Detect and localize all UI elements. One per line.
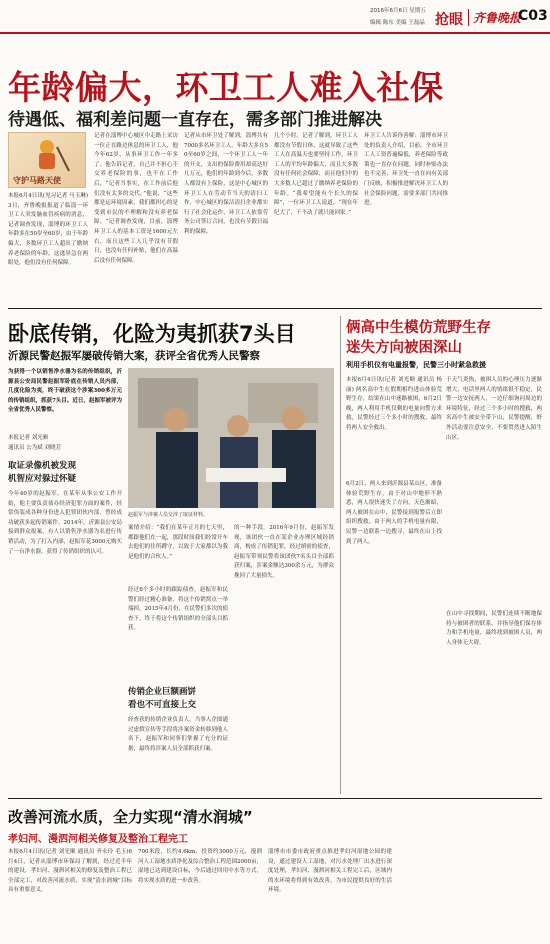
story2-subhead-2: 传销企业巨额画饼 看也不可直接上交 (128, 687, 197, 710)
top-story-col-1: 本报6月4日讯(见习记者 马玉琳) 3日，齐鲁晚报报道了临淄一环卫工人突发脑血管疾病的消息，记者调查发现，淄博的环卫工人年龄多在50岁至60岁，由于年龄偏大，多数环卫工人超出了缴纳养老保险的年龄，这逃异急在两眼处，他们没有任何保障。 (8, 193, 88, 267)
masthead-date: 2016年6月6日 星期五 (370, 8, 426, 14)
story2-body-3: 经过6个多小时的跟踪侦查，赵振军和民警们经过精心准备，将这个传销窝点一举端掉，2015年4月份，在民警们多次的侦查下，终于将这个传销组织的全部头目抓获。 (128, 587, 228, 632)
top-story-logo (8, 132, 86, 188)
mid-rule (8, 798, 542, 799)
masthead (0, 0, 550, 40)
masthead-editors: 编辑 陈东 美编 王磊晶 (370, 20, 425, 26)
top-story-title: 年龄偏大，环卫工人难入社保 (8, 68, 444, 107)
story4-subtitle: 孝妇河、漫泗河相关修复及整治工程完工 (8, 834, 188, 845)
top-story-col-3: 记者从市环卫处了解到，淄博共有7000多名环卫工人，年龄大多在50至60岁之间，一个环卫工人一年的开支，支出的保险费用却高达好几万元，他们的年龄到今后，多数人都没有上保险，这是中心城区的环卫工人在劳动节当天的清扫工作，中心城区的保洁清扫企业都实行了社会化运作，环卫工人依靠劳务公司签订合同，也没有节假日福利的保障。 (184, 133, 268, 235)
story3-title: 俩高中生模仿荒野生存 迷失方向被困深山 (346, 320, 491, 356)
top-story-col-6 (454, 132, 540, 304)
story4-col-3: 淄博市市委市政府重点推进孝妇河湿地公园的建设，通过建设人工湿地，对污水处理厂出水进行深度处理，孝妇河、漫泗河相关工程完工后，区域内的水环境将得到有效改善，为市民提供良好的生活环境。 (268, 849, 392, 894)
story2-byline: 本报记者 刘光顺 通讯员 公为斌 刘晓芳 (8, 435, 61, 451)
story4-col-2: 700米段，长约4.6km，投资约3000万元，漫泗河人工湿地水质净化及综合整治工程范围2000亩，湿地已达到建设目标，今后通过回用中水等方式，将实现水质的进一步改善。 (138, 849, 262, 884)
police-photo-icon (128, 368, 334, 508)
story2-photo-caption: 赵振军与涉案人员交涉了取证材料。 (128, 512, 209, 518)
top-story-col-2: 记者在淄博中心城区中走路上采访一位正在路边休息的环卫工人，他今年62岁，从事环卫工作一年多了。他告诉记者，自己并不担心不交养老保险的事，也不在工作后，“记者当事实，在工作前后他们没有太多的交代。”他说，“这些都是运环境因素，我们都担心的是受到市民的不理解和没有养老保障。“记者调查发现，目前，淄博环卫工人的基本工资是1600元左右，而且这些工人几乎没有节假日，也没有任何补贴，他们在高温后没有任何保障。 (94, 133, 178, 264)
top-story-col-4: 几个小时。记者了解到，环卫工人都没有节假日休，这就导致了这些工人在高温天也要坚持工作，环卫工人的平均年龄偏大，而且大多数没有任何社会保障，而且他们中的大多数人已超过了缴纳养老保险的年龄。“我希望能有个长久的保障”，一位环卫工人说道，“现在年纪大了，干不动了就只能回家。” (274, 133, 358, 216)
cleaner-illustration-icon (9, 133, 87, 173)
masthead-rule (0, 32, 550, 34)
page-number: C03 (518, 8, 548, 24)
story3-body-3: 于天气炎热，被困人员的心理压力逐渐增大，电话里两人的情绪很不稳定，民警一边安抚两人，一边仔细询问周边的环境特征，经过三个多小时的搜救，两名高中生被安全带下山，民警提醒，野外活动要注意安全，不要贸然进入陌生山区。 (446, 377, 542, 441)
section-divider (468, 9, 469, 26)
top-story-col-5: 环卫工人告诉你善解：淄博市环卫处的负责人介绍，目前，全市环卫工人工资普遍偏低，养老保险等政策也一直存在问题，同时补贴办法也不完善，环卫处一直在向有关部门反映，积极推进解决环卫工人的社会保险问题，需要多部门共同推进。 (364, 133, 448, 207)
story2-body-1: 今年40岁的赵振军，在某年从事公安工作开始，他主要负责侦办经济犯罪方面的案件，经常伪装成各种身份进入犯罪团伙内部，曾经成功破获多起传销案件。2014年，沂源县公安局接到群众报案，有人以销售净水器为名进行传销活动，为了打入内部，赵振军花3000元购买了一台净水器，获得了传销组织的认可。 (8, 491, 122, 555)
story4-title: 改善河流水质，全力实现“清水润城” (8, 808, 253, 826)
story2-title: 卧底传销，化险为夷抓获7头目 (8, 322, 296, 346)
story3-body-2: 6月2日，两人来到沂源县某山区，准备体验荒野生存，由于对山中地形不熟悉，两人很快迷失了方向，天色渐暗，两人被困在山中，民警接到报警后立即组织搜救，由于两人的手机电量有限，民警一边联系一边搜寻，最终在山上找到了两人。 (346, 481, 442, 545)
story3-body-1: 本报6月4日讯(记者 刘光顺 通讯员 杨丽) 两名高中生在假期相约进山体验荒野生存，结果在山中迷路被困，6月2日晚，两人利用手机仅剩的电量向警方求救，民警经过三个多小时的搜救，最终将两人安全救出。 (346, 377, 442, 431)
story3-subtitle: 利用手机仪有电量报警，民警三小时紧急救援 (346, 361, 486, 369)
column-divider (340, 316, 341, 794)
paper-logo: 齐鲁晚报 (473, 11, 522, 25)
story2-body-4: 经查获的传销企业负责人，当事人企图通过虚假宣传等手段将涉案资金转移到他人名下，赵振军和同事们掌握了充分的证据，最终将涉案人员全部抓获归案。 (128, 717, 228, 752)
story2-subtitle: 沂源民警赵振军屡破传销大案，获评全省优秀人民警察 (8, 350, 260, 362)
logo-text: 守护马路天使 (13, 176, 61, 185)
story2-lede: 为获得一个以销售净水器为名的传销组织，沂源县公安局民警赵振军卧底在传销人员内部，几度化险为夷，终于破获这个涉案300多万元的传销组织，抓获7头目。近日，赵振军被评为全省优秀人民警察。 (8, 369, 122, 414)
story4-col-4 (398, 848, 542, 940)
story2-photo (128, 368, 334, 508)
top-story-bottom-rule (8, 308, 542, 309)
story3-body-4: 在山中寻找期间，民警们连续不断地保持与被困者的联系，并指导他们保存体力和手机电量，最终找到被困人员，两人身体无大碍。 (446, 611, 542, 646)
story2-body-2: 案情介绍：“我们在某年正月的七天里，都跟他们在一起，那段时间我们经常开车去他们的住所蹲守，以致于大家都以为我是他们的合伙人。” (128, 525, 228, 560)
section-label: 抢眼 (435, 12, 463, 28)
top-story-subtitle: 待遇低、福利差问题一直存在，需多部门推进解决 (8, 110, 382, 130)
story2-subhead-1: 取证录像机被发现 机智应对躲过怀疑 (8, 461, 77, 484)
story2-col-right: 的一种手段。2016年9月份，赵振军发现，该团伙一直在某企业办理区域经销商，构成了传销犯罪，经过缜密的侦查，赵振军带领民警将该团伙7名头目全部抓获归案，涉案金额达300余万元，为群众挽回了大量损失。 (234, 525, 334, 579)
story4-col-1: 本报6月4日讯(记者 刘光顺 通讯员 齐永玲 毛玉)6月4日，记者从淄博市环保局了解到，经过近半年的建设，孝妇河、漫泗河相关的修复及整治工程已全部完工，对改善河流水质，实现“清水润城”目标具有重要意义。 (8, 849, 132, 894)
